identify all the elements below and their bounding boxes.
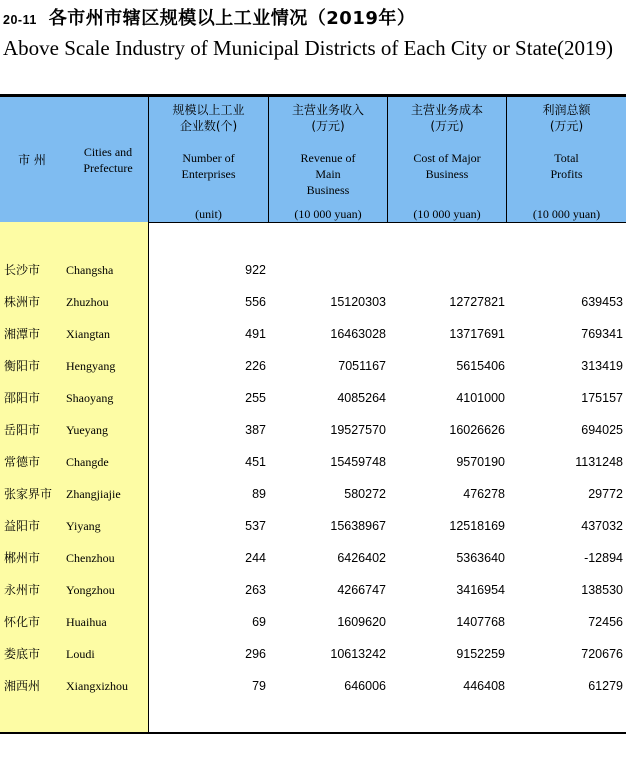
enterprises-value: 255 (245, 391, 266, 405)
header-revenue: 主营业务收入 (万元) Revenue of Main Business (10 000 yuan) (291, 103, 364, 221)
profits-value: 313419 (581, 359, 623, 373)
revenue-value: 16463028 (330, 327, 386, 341)
city-name-en: Zhangjiajie (66, 487, 121, 501)
city-name-en: Changsha (66, 263, 114, 277)
profits-value: 72456 (588, 615, 623, 629)
revenue-value: 6426402 (337, 551, 386, 565)
city-name-cn: 株洲市 (4, 295, 41, 309)
enterprises-value: 556 (245, 295, 266, 309)
city-name-en: Changde (66, 455, 109, 469)
city-name-cn: 邵阳市 (4, 391, 41, 405)
enterprises-value: 387 (245, 423, 266, 437)
enterprises-value: 244 (245, 551, 266, 565)
cost-value: 1407768 (456, 615, 505, 629)
cost-value: 476278 (463, 487, 505, 501)
table-number: 20-11 (3, 13, 37, 27)
revenue-value: 15120303 (330, 295, 386, 309)
enterprises-value: 263 (245, 583, 266, 597)
table-title-english: Above Scale Industry of Municipal Districts of Each City or State(2019) (3, 36, 614, 60)
cost-value: 16026626 (449, 423, 505, 437)
table-row (0, 576, 626, 608)
revenue-value: 10613242 (330, 647, 386, 661)
city-name-cn: 岳阳市 (4, 423, 41, 437)
header-city-cn: 市 州 (18, 153, 46, 167)
table-row (0, 256, 626, 288)
revenue-value: 7051167 (338, 359, 386, 373)
revenue-value: 1609620 (337, 615, 386, 629)
table-row (0, 448, 626, 480)
profits-value: 639453 (581, 295, 623, 309)
revenue-value: 15638967 (330, 519, 386, 533)
enterprises-value: 226 (245, 359, 266, 373)
city-name-cn: 湘西州 (4, 679, 41, 693)
header-profits: 利润总额 (万元) Total Profits (10 000 yuan) (532, 103, 601, 221)
header-enterprises: 规模以上工业 企业数(个) Number of Enterprises (unit) (172, 103, 245, 221)
enterprises-value: 491 (245, 327, 266, 341)
table-row (0, 384, 626, 416)
table-row (0, 352, 626, 384)
city-name-cn: 益阳市 (4, 519, 41, 533)
city-name-cn: 常德市 (4, 455, 41, 469)
city-name-cn: 郴州市 (4, 551, 41, 565)
profits-value: 437032 (581, 519, 623, 533)
city-name-en: Hengyang (66, 359, 116, 373)
profits-value: 138530 (581, 583, 623, 597)
profits-value: 61279 (588, 679, 623, 693)
table-row (0, 672, 626, 704)
city-name-cn: 怀化市 (4, 615, 41, 629)
cost-value: 12727821 (449, 295, 505, 309)
enterprises-value: 296 (245, 647, 266, 661)
city-name-en: Yiyang (66, 519, 101, 533)
cost-value: 9152259 (456, 647, 505, 661)
city-name-cn: 湘潭市 (4, 327, 41, 341)
cost-value: 12518169 (449, 519, 505, 533)
revenue-value: 646006 (344, 679, 386, 693)
enterprises-value: 89 (252, 487, 266, 501)
table-row (0, 512, 626, 544)
cost-value: 4101000 (456, 391, 505, 405)
table-row (0, 416, 626, 448)
city-name-cn: 长沙市 (4, 263, 41, 277)
city-name-en: Yongzhou (66, 583, 115, 597)
table-row (0, 288, 626, 320)
profits-value: 29772 (588, 487, 623, 501)
cost-value: 3416954 (456, 583, 505, 597)
profits-value: 720676 (581, 647, 623, 661)
cost-value: 13717691 (449, 327, 505, 341)
enterprises-value: 79 (252, 679, 266, 693)
city-name-cn: 衡阳市 (4, 359, 41, 373)
revenue-value: 4085264 (337, 391, 386, 405)
revenue-value: 15459748 (330, 455, 386, 469)
revenue-value: 580272 (344, 487, 386, 501)
table-row (0, 320, 626, 352)
enterprises-value: 451 (245, 455, 266, 469)
header-cost: 主营业务成本 (万元) Cost of Major Business (10 000 yuan) (410, 103, 483, 221)
city-name-en: Xiangxizhou (66, 679, 128, 693)
bottom-rule (0, 732, 626, 734)
city-name-en: Shaoyang (66, 391, 114, 405)
table-row (0, 544, 626, 576)
city-name-en: Huaihua (66, 615, 107, 629)
cost-value: 5615406 (456, 359, 505, 373)
table-row (0, 480, 626, 512)
city-name-en: Zhuzhou (66, 295, 109, 309)
city-name-en: Chenzhou (66, 551, 115, 565)
cost-value: 446408 (463, 679, 505, 693)
revenue-value: 4266747 (337, 583, 386, 597)
enterprises-value: 922 (245, 263, 266, 277)
profits-value: 175157 (581, 391, 623, 405)
city-name-cn: 娄底市 (4, 647, 41, 661)
city-name-cn: 张家界市 (4, 487, 53, 501)
table-row (0, 640, 626, 672)
table-title-chinese-text: 各市州市辖区规模以上工业情况（2019年） (48, 8, 416, 29)
table-title-chinese (3, 4, 415, 30)
profits-value: 694025 (581, 423, 623, 437)
enterprises-value: 537 (245, 519, 266, 533)
cost-value: 5363640 (456, 551, 505, 565)
header-city-en: Cities and Prefecture (83, 145, 133, 175)
profits-value: 769341 (581, 327, 623, 341)
revenue-value: 19527570 (330, 423, 386, 437)
enterprises-value: 69 (252, 615, 266, 629)
city-name-cn: 永州市 (4, 583, 41, 597)
table-body (0, 256, 626, 704)
table-row (0, 608, 626, 640)
profits-value: 1131248 (575, 455, 623, 469)
city-name-en: Xiangtan (66, 327, 110, 341)
profits-value: -12894 (584, 551, 623, 565)
city-name-en: Yueyang (66, 423, 108, 437)
cost-value: 9570190 (456, 455, 505, 469)
city-name-en: Loudi (66, 647, 95, 661)
